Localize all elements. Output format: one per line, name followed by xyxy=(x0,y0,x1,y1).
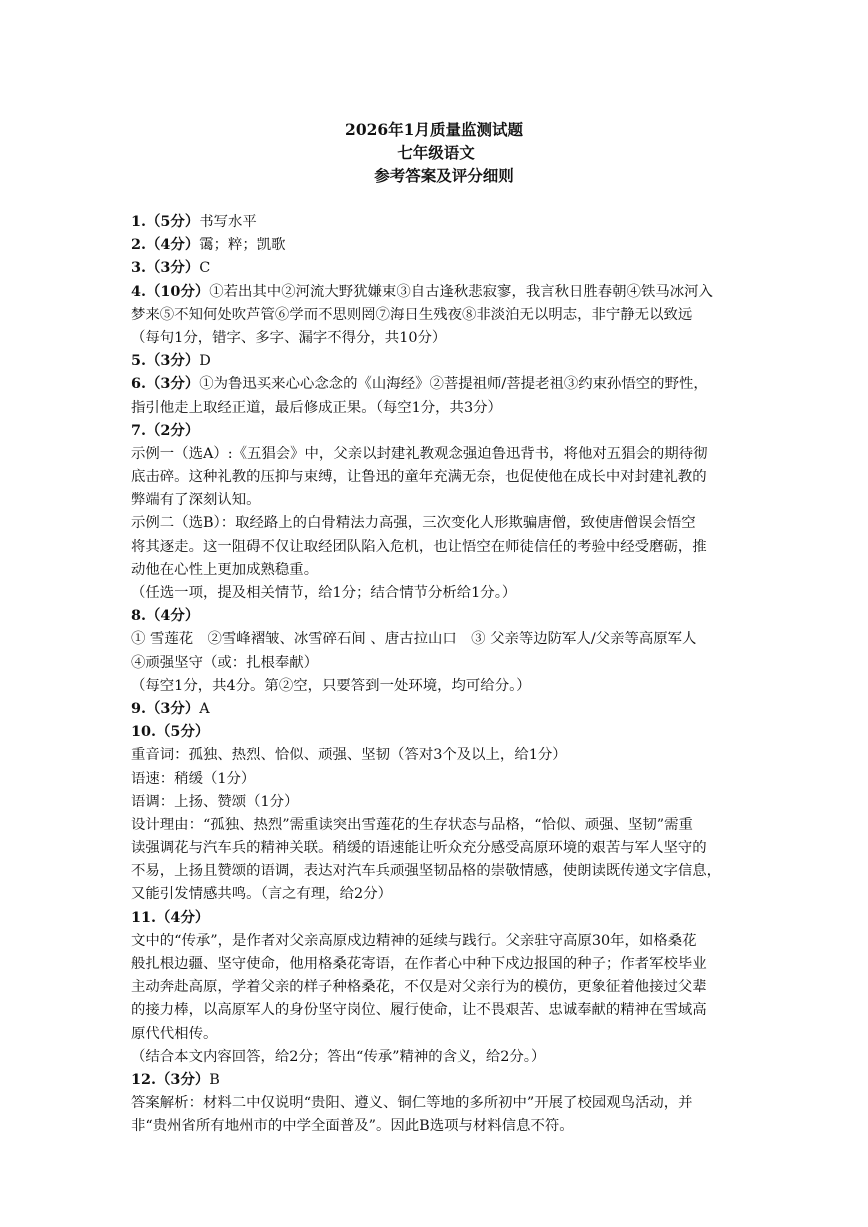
question-number: 4.（10分） xyxy=(131,282,210,300)
answer-line xyxy=(131,929,743,952)
question-number: 9.（3分） xyxy=(131,699,200,717)
answer-line xyxy=(131,372,743,395)
answer-text: 不易，上扬且赞颂的语调，表达对汽车兵顽强坚韧品格的崇敬情感，使朗读既传递文字信息， xyxy=(131,863,722,880)
answer-text: ① 雪莲花 ②雪峰褶皱、冰雪碎石间 、唐古拉山口 ③ 父亲等边防军人/父亲等高原军人 xyxy=(131,631,697,648)
answer-line xyxy=(131,303,743,326)
answer-line xyxy=(131,627,743,650)
answer-line xyxy=(131,280,743,303)
answer-line xyxy=(131,604,743,627)
answer-text: 动他在心性上更加成熟稳重。 xyxy=(131,561,319,578)
answer-line xyxy=(131,488,743,511)
answer-text: 示例二（选B）：取经路上的白骨精法力高强，三次变化人形欺骗唐僧，致使唐僧误会悟空 xyxy=(131,515,696,532)
answer-line xyxy=(131,511,743,534)
answer-text: ①为鲁迅买来心心念念的《山海经》②菩提祖师/菩提老祖③约束孙悟空的野性， xyxy=(199,376,708,393)
question-number: 5.（3分） xyxy=(131,352,200,370)
answer-line xyxy=(131,882,743,905)
answer-line xyxy=(131,790,743,813)
answer-line xyxy=(131,442,743,465)
answer-text: 书写水平 xyxy=(199,214,257,230)
answer-key-title: 参考答案及评分细则 xyxy=(374,166,514,185)
answer-line xyxy=(131,813,743,836)
answer-line xyxy=(131,256,743,279)
answer-text: 重音词：孤独、热烈、恰似、顽强、坚韧（答对3个及以上，给1分） xyxy=(131,747,567,764)
question-number: 12.（3分） xyxy=(131,1070,210,1088)
answer-text: 读强调花与汽车兵的精神关联。稍缓的语速能让听众充分感受高原环境的艰苦与军人坚守的 xyxy=(131,840,707,857)
answer-line xyxy=(131,767,743,790)
answer-line xyxy=(131,651,743,674)
answer-line xyxy=(131,697,743,720)
answer-line xyxy=(131,465,743,488)
question-number: 1.（5分） xyxy=(131,213,200,230)
answer-line xyxy=(131,1045,743,1068)
answer-line xyxy=(131,743,743,766)
answer-text: A xyxy=(199,700,210,717)
answer-key-body xyxy=(131,210,743,1138)
question-number: 3.（3分） xyxy=(131,259,200,277)
answer-line xyxy=(131,1022,743,1045)
answer-line xyxy=(131,581,743,604)
question-number: 6.（3分） xyxy=(131,375,200,393)
answer-line xyxy=(131,419,743,442)
question-number: 2.（4分） xyxy=(131,236,200,254)
exam-subject: 七年级语文 xyxy=(397,143,475,162)
answer-text: 设计理由：“孤独、热烈”需重读突出雪莲花的生存状态与品格，“恰似、顽强、坚韧”需重 xyxy=(131,816,693,833)
exam-title: 2026年1月质量监测试题 xyxy=(345,120,523,139)
answer-line xyxy=(131,952,743,975)
answer-line xyxy=(131,1091,743,1114)
answer-text: 将其逐走。这一阻碍不仅让取经团队陷入危机，也让悟空在师徒信任的考验中经受磨砺，推 xyxy=(131,538,707,555)
answer-line xyxy=(131,998,743,1021)
answer-line xyxy=(131,349,743,372)
question-number: 11.（4分） xyxy=(131,908,210,926)
answer-text: 梦来⑤不知何处吹芦管⑥学而不思则罔⑦海日生残夜⑧非淡泊无以明志，非宁静无以致远 xyxy=(131,306,693,323)
answer-text: （结合本文内容回答，给2分；答出“传承”精神的含义，给2分。） xyxy=(131,1048,546,1065)
answer-line xyxy=(131,558,743,581)
answer-text: D xyxy=(199,353,211,370)
answer-line xyxy=(131,859,743,882)
answer-line xyxy=(131,674,743,697)
answer-text: 底击碎。这种礼教的压抑与束缚，让鲁迅的童年充满无奈，也促使他在成长中对封建礼教的 xyxy=(131,469,707,486)
answer-text: ④顽强坚守（或：扎根奉献） xyxy=(131,654,319,671)
answer-text: 示例一（选A）:《五猖会》中，父亲以封建礼教观念强迫鲁迅背书，将他对五猖会的期待彻 xyxy=(131,445,708,462)
answer-text: ①若出其中②河流大野犹嫌束③自古逢秋悲寂寥，我言秋日胜春朝④铁马冰河入 xyxy=(209,283,713,300)
answer-text: B xyxy=(209,1071,220,1088)
answer-text: 原代代相传。 xyxy=(131,1025,218,1042)
answer-line xyxy=(131,836,743,859)
answer-line xyxy=(131,720,743,743)
answer-text: 答案解析：材料二中仅说明“贵阳、遵义、铜仁等地的多所初中”开展了校园观鸟活动，并 xyxy=(131,1095,693,1112)
answer-line xyxy=(131,233,743,256)
answer-line xyxy=(131,906,743,929)
answer-text: 霭；粹；凯歌 xyxy=(199,237,286,254)
answer-text: 文中的“传承”，是作者对父亲高原戍边精神的延续与践行。父亲驻守高原30年，如格桑花 xyxy=(131,932,697,949)
answer-text: 语速：稍缓（1分） xyxy=(131,770,256,787)
answer-text: （每句1分，错字、多字、漏字不得分，共10分） xyxy=(131,329,447,346)
answer-text: 又能引发情感共鸣。（言之有理，给2分） xyxy=(131,886,392,903)
answer-line xyxy=(131,396,743,419)
question-number: 7.（2分） xyxy=(131,421,200,439)
answer-text: C xyxy=(199,260,211,277)
answer-line xyxy=(131,975,743,998)
document-header xyxy=(0,118,868,187)
answer-text: 般扎根边疆、坚守使命，他用格桑花寄语，在作者心中种下戍边报国的种子；作者军校毕业 xyxy=(131,956,707,972)
answer-line xyxy=(131,210,743,233)
answer-text: 主动奔赴高原，学着父亲的样子种格桑花，不仅是对父亲行为的模仿，更象征着他接过父辈 xyxy=(131,979,707,996)
question-number: 10.（5分） xyxy=(131,723,210,741)
answer-line xyxy=(131,326,743,349)
question-number: 8.（4分） xyxy=(131,607,200,625)
answer-text: 的接力棒，以高原军人的身份坚守岗位、履行使命，让不畏艰苦、忠诚奉献的精神在雪域高 xyxy=(131,1002,707,1019)
answer-text: 非“贵州省所有地州市的中学全面普及”。因此B选项与材料信息不符。 xyxy=(131,1118,574,1135)
answer-text: （每空1分，共4分。第②空，只要答到一处环境，均可给分。） xyxy=(131,677,531,694)
answer-text: （任选一项，提及相关情节，给1分；结合情节分析给1分。） xyxy=(131,585,517,601)
answer-text: 弊端有了深刻认知。 xyxy=(131,492,261,509)
answer-text: 指引他走上取经正道，最后修成正果。（每空1分，共3分） xyxy=(131,399,502,416)
answer-line xyxy=(131,535,743,558)
answer-line xyxy=(131,1114,743,1137)
answer-line xyxy=(131,1068,743,1091)
answer-text: 语调：上扬、赞颂（1分） xyxy=(131,793,299,810)
